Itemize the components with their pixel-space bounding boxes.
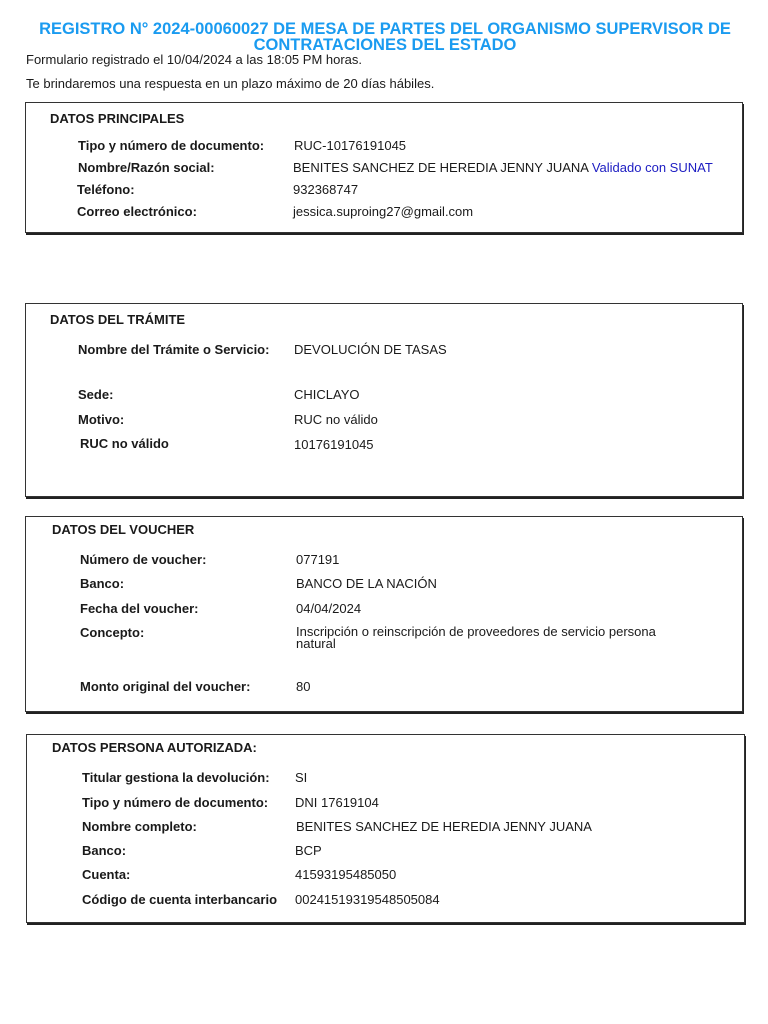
name-value: BENITES SANCHEZ DE HEREDIA JENNY JUANA: [293, 160, 589, 175]
auth-doc-value: DNI 17619104: [295, 795, 379, 810]
cci-label: Código de cuenta interbancario: [82, 892, 278, 907]
phone-label: Teléfono:: [77, 182, 135, 197]
phone-value: 932368747: [293, 182, 359, 197]
account-label: Cuenta:: [82, 867, 131, 882]
voucher-section: [25, 516, 743, 712]
sede-value: CHICLAYO: [294, 387, 360, 402]
email-label: Correo electrónico:: [77, 204, 197, 219]
name-value-row: [293, 160, 713, 175]
service-label: Nombre del Trámite o Servicio:: [78, 342, 270, 357]
validated-sunat-link[interactable]: Validado con SUNAT: [591, 160, 713, 175]
voucher-amount-value: 80: [296, 679, 311, 694]
principales-section: [25, 102, 743, 233]
voucher-title: DATOS DEL VOUCHER: [52, 522, 195, 537]
account-value: 41593195485050: [295, 867, 397, 882]
tramite-section: [25, 303, 743, 497]
principales-title: DATOS PRINCIPALES: [50, 111, 185, 126]
email-value: jessica.suproing27@gmail.com: [293, 204, 474, 219]
motivo-value: RUC no válido: [294, 412, 378, 427]
auth-name-value: BENITES SANCHEZ DE HEREDIA JENNY JUANA: [296, 819, 592, 834]
voucher-concept-value: Inscripción o reinscripción de proveedores de servicio persona natural: [296, 624, 656, 651]
ruc-label: RUC no válido: [80, 436, 169, 451]
voucher-bank-label: Banco:: [80, 576, 125, 591]
voucher-amount-label: Monto original del voucher:: [80, 679, 251, 694]
registered-text: Formulario registrado el 10/04/2024 a las 18:05 PM horas.: [26, 52, 363, 67]
voucher-number-label: Número de voucher:: [80, 552, 207, 567]
voucher-bank-value: BANCO DE LA NACIÓN: [296, 576, 437, 591]
response-text: Te brindaremos una respuesta en un plazo máximo de 20 días hábiles.: [26, 76, 435, 91]
ruc-value: 10176191045: [294, 437, 374, 452]
doc-value: RUC-10176191045: [294, 138, 407, 153]
auth-name-label: Nombre completo:: [82, 819, 197, 834]
auth-doc-label: Tipo y número de documento:: [82, 795, 269, 810]
auth-bank-label: Banco:: [82, 843, 127, 858]
autorizada-title: DATOS PERSONA AUTORIZADA:: [52, 740, 257, 755]
sede-label: Sede:: [78, 387, 114, 402]
voucher-date-label: Fecha del voucher:: [80, 601, 199, 616]
motivo-label: Motivo:: [78, 412, 125, 427]
tramite-title: DATOS DEL TRÁMITE: [50, 312, 186, 327]
holder-value: SI: [295, 770, 308, 785]
doc-label: Tipo y número de documento:: [78, 138, 265, 153]
cci-value: 00241519319548505084: [295, 892, 440, 907]
autorizada-section: [26, 734, 745, 923]
name-label: Nombre/Razón social:: [78, 160, 215, 175]
voucher-date-value: 04/04/2024: [296, 601, 362, 616]
service-value: DEVOLUCIÓN DE TASAS: [294, 342, 447, 357]
auth-bank-value: BCP: [295, 843, 322, 858]
voucher-number-value: 077191: [296, 552, 340, 567]
voucher-concept-label: Concepto:: [80, 625, 145, 640]
page-title: REGISTRO N° 2024-00060027 DE MESA DE PARTES DEL ORGANISMO SUPERVISOR DE CONTRATACIONES DEL ESTADO: [39, 20, 731, 54]
holder-label: Titular gestiona la devolución:: [82, 770, 270, 785]
